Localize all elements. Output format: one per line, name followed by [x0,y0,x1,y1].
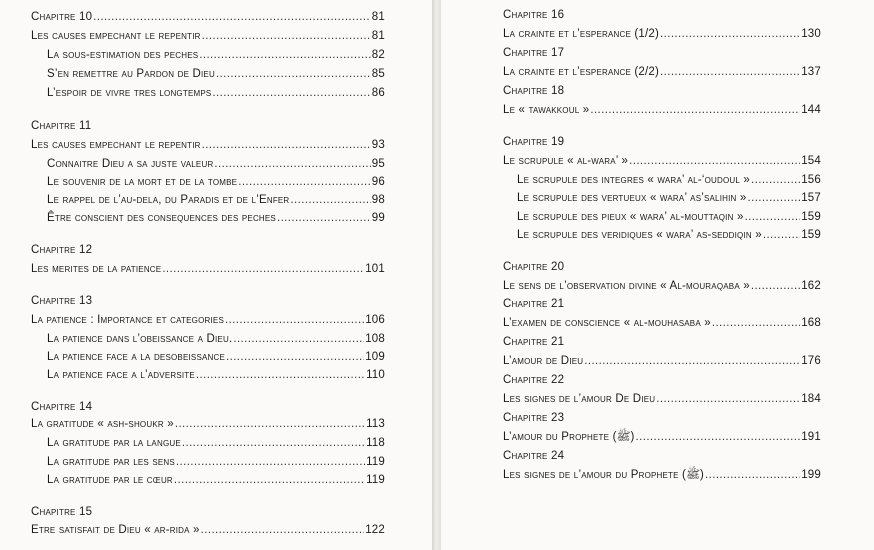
toc-entry [31,135,385,155]
chapter-title: Chapitre 14 [31,401,93,413]
chapter-title: Chapitre 21 [503,336,565,348]
chapter-heading [503,5,564,25]
chapter-heading [503,446,564,466]
toc-entry [31,310,385,330]
dot-leader [584,351,800,371]
dot-leader [705,465,800,485]
dot-leader [175,414,365,434]
dot-leader [660,62,800,82]
page-number: 81 [371,11,385,23]
dot-leader [93,7,371,27]
toc-entry [503,313,821,333]
entry-title: L’espoir de vivre tres longtemps [47,87,212,99]
dot-leader [238,172,371,192]
toc-subentry [47,329,385,349]
dot-leader [763,225,800,245]
dot-leader [590,100,800,120]
chapter-title: Chapitre 18 [503,85,565,97]
dot-leader [174,470,365,490]
page-number: 110 [366,369,385,381]
page-number: 101 [365,263,385,275]
entry-title: Etre satisfait de Dieu « ar-rida » [31,524,200,536]
chapter-heading [503,257,564,277]
page-number: 109 [365,351,385,363]
toc-entry [503,351,821,371]
chapter-title: Chapitre 21 [503,298,565,310]
entry-title: Le scrupule des veridiques « wara’ as-seddiqin » [517,229,762,241]
dot-leader [199,45,371,65]
entry-title: Le souvenir de la mort et de la tombe [47,176,238,188]
entry-title: La sous-estimation des peches [47,49,199,61]
page-number: 119 [366,456,385,468]
chapter-title: Chapitre 16 [503,9,565,21]
entry-title: L’examen de conscience « al-mouhasaba » [503,317,711,329]
toc-subentry [47,45,385,65]
page-number: 81 [371,30,385,42]
chapter-heading [31,116,91,136]
page-number: 199 [801,469,821,481]
toc-subentry [517,170,821,190]
entry-title: Les signes de l’amour du Prophete (ﷺ) [503,469,705,481]
dot-leader [751,170,800,190]
dot-leader [745,207,801,227]
dot-leader [214,154,370,174]
dot-leader [182,433,365,453]
entry-title: La patience dans l’obeissance a Dieu. [47,333,233,345]
entry-title: La patience face a l’adversite [47,369,195,381]
page-number: 119 [366,474,385,486]
chapter-heading [31,291,92,311]
chapter-title: Chapitre 12 [31,244,93,256]
toc-subentry [47,154,385,174]
page-number: 157 [801,192,821,204]
chapter-heading [503,370,564,390]
toc-subentry [47,190,385,210]
page-number: 118 [366,437,385,449]
toc-subentry [47,452,385,472]
toc-entry [503,276,821,296]
toc-subentry [47,83,385,103]
entry-title: Le scrupule des pieux « wara’ al-mouttaqin » [517,211,744,223]
entry-title: Le « tawakkoul » [503,104,590,116]
chapter-title: Chapitre 17 [503,47,565,59]
page-number: 154 [801,155,821,167]
dot-leader [233,329,364,349]
dot-leader [712,313,800,333]
chapter-heading [503,43,564,63]
dot-leader [226,347,364,367]
page-number: 82 [371,49,385,61]
chapter-heading [31,502,92,522]
toc-entry [31,520,385,540]
dot-leader [629,151,800,171]
entry-title: Le scrupule des vertueux « wara’ as’salihin » [517,192,747,204]
toc-subentry [47,433,385,453]
dot-leader [290,190,370,210]
page-number: 144 [801,104,821,116]
page-number: 106 [365,314,385,326]
chapter-heading [503,408,564,428]
page-number: 137 [801,66,821,78]
dot-leader [196,365,365,385]
toc-entry [31,259,385,279]
dot-leader [202,135,371,155]
page-number: 96 [371,176,385,188]
entry-title: La gratitude par les sens [47,456,175,468]
toc-subentry [47,365,385,385]
chapter-title: Chapitre 24 [503,450,565,462]
entry-title: Les causes empechant le repentir [31,139,201,151]
toc-subentry [517,207,821,227]
toc-subentry [517,225,821,245]
page-number: 159 [801,211,821,223]
page-gutter [432,0,441,550]
chapter-heading [503,332,564,352]
page-number: 108 [365,333,385,345]
dot-leader [202,26,371,46]
chapter-title: Chapitre 13 [31,295,93,307]
entry-title: Le rappel de l’au-dela, du Paradis et de l’Enfer [47,194,290,206]
entry-title: La crainte et l’esperance (1/2) [503,28,660,40]
toc-entry [31,414,385,434]
toc-entry [503,151,821,171]
page-number: 122 [365,524,385,536]
entry-title: Les causes empechant le repentir [31,30,201,42]
dot-leader [656,389,800,409]
toc-subentry [47,208,385,228]
chapter-title: Chapitre 22 [503,374,565,386]
chapter-title: Chapitre 10 [31,11,93,23]
right-page [441,0,874,550]
entry-title: Le scrupule des integres « wara’ al-‘oudoul » [517,174,751,186]
page-number: 85 [371,68,385,80]
toc-subentry [47,64,385,84]
page-number: 168 [801,317,821,329]
page-number: 99 [371,212,385,224]
entry-title: Être conscient des consequences des peches [47,212,276,224]
chapter-heading [503,132,564,152]
page-number: 156 [801,174,821,186]
entry-title: La patience face a la desobeissance [47,351,226,363]
left-page [0,0,432,550]
dot-leader [748,188,801,208]
toc-entry [503,465,821,485]
dot-leader [660,24,800,44]
page-number: 191 [801,431,821,443]
page-number: 130 [801,28,821,40]
chapter-title: Chapitre 15 [31,506,93,518]
chapter-heading [503,294,564,314]
page-number: 113 [366,418,385,430]
toc-entry [31,26,385,46]
chapter-title: Chapitre 19 [503,136,565,148]
toc-entry [503,24,821,44]
entry-title: Le scrupule « al-wara’ » [503,155,629,167]
dot-leader [216,64,371,84]
dot-leader [162,259,364,279]
entry-title: L’amour du Prophete (ﷺ) [503,431,635,443]
chapter-title: Chapitre 11 [31,120,92,132]
entry-title: Le sens de l’observation divine « Al-mouraqaba » [503,280,750,292]
page-number: 95 [371,158,385,170]
entry-title: Les merites de la patience [31,263,162,275]
toc-entry [503,389,821,409]
page-number: 176 [801,355,821,367]
entry-title: La crainte et l’esperance (2/2) [503,66,660,78]
toc-subentry [517,188,821,208]
page-number: 86 [371,87,385,99]
dot-leader [636,427,801,447]
chapter-title: Chapitre 23 [503,412,565,424]
entry-title: La gratitude « ash-shoukr » [31,418,174,430]
page-number: 98 [371,194,385,206]
dot-leader [176,452,365,472]
entry-title: La gratitude par la langue [47,437,181,449]
chapter-heading [31,240,92,260]
page-number: 159 [801,229,821,241]
entry-title: L’amour de Dieu [503,355,584,367]
dot-leader [225,310,364,330]
toc-entry [503,62,821,82]
toc-subentry [47,172,385,192]
dot-leader [751,276,800,296]
entry-title: Connaitre Dieu a sa juste valeur [47,158,214,170]
dot-leader [201,520,365,540]
toc-subentry [47,470,385,490]
page-number: 184 [801,393,821,405]
chapter-title: Chapitre 20 [503,261,565,273]
toc-entry [503,427,821,447]
toc-entry [503,100,821,120]
dot-leader [212,83,370,103]
page-number: 93 [371,139,385,151]
entry-title: La patience : Importance et categories [31,314,224,326]
entry-title: La gratitude par le cœur [47,474,173,486]
page-number: 162 [801,280,821,292]
entry-title: S’en remettre au Pardon de Dieu [47,68,215,80]
chapter-heading [31,7,385,27]
chapter-heading [503,81,564,101]
dot-leader [277,208,371,228]
toc-subentry [47,347,385,367]
entry-title: Les signes de l’amour De Dieu [503,393,656,405]
